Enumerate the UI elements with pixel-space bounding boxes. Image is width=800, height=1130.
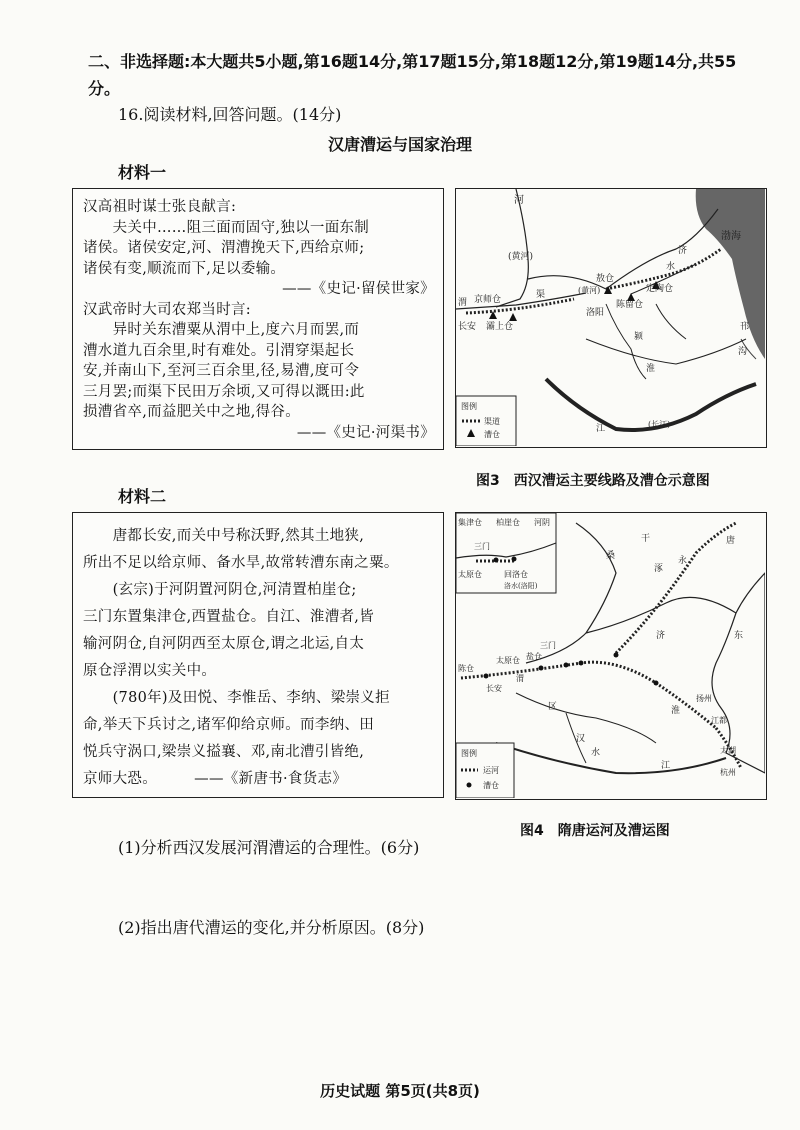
page-footer: 历史试题 第5页(共8页)	[320, 1082, 480, 1100]
label-jiang: 江	[596, 424, 606, 434]
question-2: (2)指出唐代漕运的变化,并分析原因。(8分)	[118, 918, 425, 937]
label-huai: 淮	[671, 706, 681, 716]
label-taiyuan: 太原仓	[496, 656, 520, 665]
figure-4-map	[455, 512, 767, 800]
label-weiqu: 渭	[516, 674, 524, 683]
m2-line: 输河阴仓,自河阴西至太原仓,谓之北运,自太	[83, 636, 365, 652]
label-sea: 渤海	[721, 231, 741, 242]
m1-line: 诸侯有变,顺流而下,足以委输。	[83, 260, 286, 277]
yangtze-line	[496, 743, 726, 773]
label-jiang: 江	[661, 761, 671, 771]
m2-line: 唐都长安,而关中号称沃野,然其土地狭,	[83, 528, 365, 544]
label-suicang: 陈仓	[458, 664, 474, 673]
label-jingshi: 京师仓	[474, 295, 502, 305]
label-yong: 永	[678, 556, 688, 566]
label-ji: 济	[678, 246, 688, 256]
label-gan: 干	[641, 534, 651, 544]
m1-line: 损漕省卒,而益肥关中之地,得谷。	[83, 404, 301, 420]
label-sanmen-top: 三门	[474, 542, 490, 551]
label-qu: 渠	[536, 290, 546, 300]
label-chenliu: 陈留仓	[616, 300, 644, 310]
m2-line: 命,举天下兵讨之,诸军仰给京师。而李纳、田	[83, 717, 375, 733]
label-dong: 东	[734, 631, 744, 641]
label-bashang: 灞上仓	[486, 322, 514, 332]
material-1-label: 材料一	[118, 163, 167, 182]
legend-canal: 运河	[483, 766, 499, 775]
m1-line: 三月罢;而渠下民田万余顷,又可得以溉田:此	[83, 383, 365, 400]
sea-area	[696, 189, 765, 359]
label-taiyuan-top: 太原仓	[458, 570, 482, 579]
m2-line: 三门东置集津仓,西置盐仓。自江、淮漕者,皆	[83, 609, 375, 625]
label-zhuo: 涿	[654, 564, 664, 574]
label-hangzhou: 杭州	[720, 768, 736, 777]
label-gou: 沟	[738, 347, 748, 357]
canal-line-east	[606, 249, 721, 289]
canal-tongji	[461, 662, 716, 728]
label-luoyang: 洛阳	[586, 308, 605, 318]
question-1: (1)分析西汉发展河渭漕运的合理性。(6分)	[118, 838, 420, 857]
granary	[564, 663, 569, 668]
m1-line: 汉高祖时谋士张良献言:	[83, 199, 237, 215]
m1-line: 汉武帝时大司农郑当时言:	[83, 301, 251, 318]
legend-granary: 漕仓	[484, 430, 500, 439]
label-changan: 长安	[458, 322, 477, 332]
label-ao: 敖仓	[596, 274, 615, 284]
m1-line: 异时关东漕粟从渭中上,度六月而罢,而	[83, 322, 360, 338]
legend-canal: 渠道	[484, 417, 500, 426]
label-dingtao: 定陶仓	[646, 284, 674, 294]
section-heading: 二、非选择题:本大题共5小题,第16题14分,第17题15分,第18题12分,第19题14分,共55分。	[88, 52, 737, 98]
material-2-label: 材料二	[118, 487, 167, 506]
label-changjiang: (长江)	[648, 420, 671, 429]
m1-line: 安,并南山下,至河三百余里,径,易漕,度可令	[83, 363, 360, 379]
m2-line: 原仓浮渭以实关中。	[83, 663, 217, 679]
granary-bashang	[509, 313, 517, 321]
granary	[579, 661, 584, 666]
legend-title: 图例	[461, 402, 477, 411]
label-wei: 渭	[458, 298, 468, 308]
figure-3-map	[455, 188, 767, 448]
m2-line: 悦兵守涡口,梁崇义搤襄、邓,南北漕引皆绝,	[83, 744, 365, 760]
label-yellow2: (黄河)	[578, 286, 601, 295]
m1-source: ——《史记·河渠书》	[296, 424, 435, 441]
legend-granary-symbol	[467, 783, 472, 788]
figure-3-svg	[456, 189, 765, 446]
m1-line: 诸侯。诸侯安定,河、渭漕挽天下,西给京师;	[83, 240, 365, 256]
label-changan: 长安	[486, 684, 502, 693]
m2-line: 所出不足以给京师、备水旱,故常转漕东南之粟。	[83, 555, 399, 571]
label-sang: 桑	[606, 551, 616, 561]
label-shui: 水	[666, 262, 676, 272]
label-ji: 济	[656, 631, 666, 641]
label-jiangdu: 江都	[711, 716, 727, 725]
m2-line: (玄宗)于河阴置河阴仓,河清置柏崖仓;	[83, 582, 357, 598]
label-qu: 区	[548, 702, 558, 712]
figure-3-caption: 图3 西汉漕运主要线路及漕仓示意图	[476, 473, 710, 489]
label-sanmen: 三门	[540, 641, 556, 650]
legend-granary: 漕仓	[483, 781, 499, 790]
label-jijin: 集津仓	[458, 518, 482, 527]
label-huiluo: 回洛仓	[504, 570, 528, 579]
label-heyin-top: 河阴	[534, 518, 550, 527]
question-16-intro: 16.阅读材料,回答问题。(14分)	[118, 105, 342, 124]
granary	[484, 674, 489, 679]
granary	[654, 681, 659, 686]
m1-line: 夫关中……阻三面而固守,独以一面东制	[83, 219, 370, 236]
granary	[539, 666, 544, 671]
label-he: 河	[514, 195, 524, 206]
granary	[614, 653, 619, 658]
m2-line: 京师大恐。 ——《新唐书·食货志》	[83, 771, 348, 787]
label-yellow: (黄河)	[508, 252, 534, 262]
label-baiya: 柏崖仓	[496, 518, 520, 527]
label-tang: 唐	[726, 536, 736, 546]
m1-line: 漕水道九百余里,时有难处。引渭穿渠起长	[83, 342, 355, 359]
label-luoshui: 洛水(洛阳)	[504, 582, 538, 590]
m2-line: (780年)及田悦、李惟岳、李纳、梁崇义拒	[83, 690, 390, 706]
figure-4-svg	[456, 513, 765, 798]
label-xie: 邗	[740, 322, 750, 332]
canal-yongji	[616, 523, 736, 653]
label-yan: 盐仓	[526, 652, 542, 661]
material-2-box	[72, 512, 444, 798]
label-shui: 水	[591, 748, 601, 758]
label-yangzhou: 扬州	[696, 694, 712, 703]
label-huai: 淮	[646, 364, 656, 374]
m1-source: ——《史记·留侯世家》	[282, 281, 435, 297]
label-ying: 颍	[634, 332, 644, 342]
label-taihu: 太湖	[720, 746, 736, 755]
label-han: 汉	[576, 734, 586, 744]
figure-4-caption: 图4 隋唐运河及漕运图	[520, 823, 670, 839]
topic-title: 汉唐漕运与国家治理	[327, 135, 472, 154]
legend-title: 图例	[461, 749, 477, 758]
coastline	[712, 573, 765, 773]
material-1-box	[72, 188, 444, 450]
huai-river-line	[586, 339, 746, 364]
